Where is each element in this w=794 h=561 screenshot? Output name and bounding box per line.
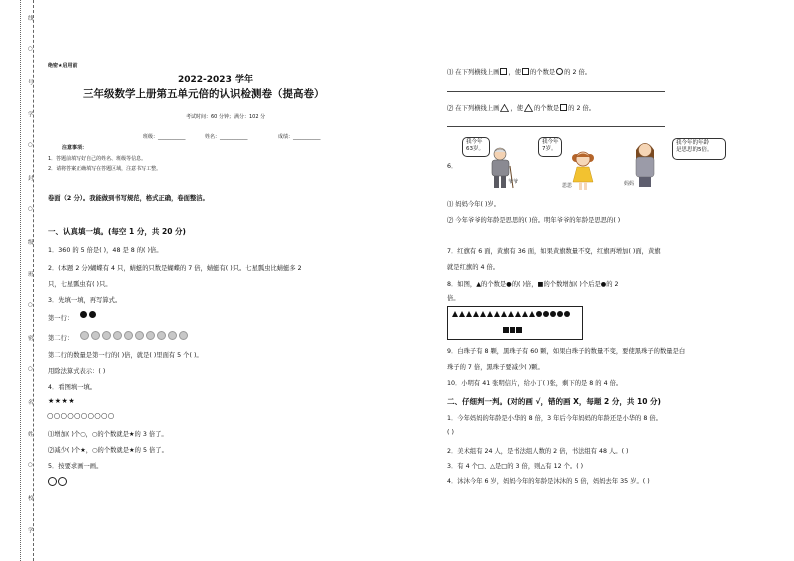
binding-circle-icon: ○ xyxy=(28,142,33,148)
question-9-line-1: 9．白珠子有 8 颗，黑珠子有 60 颗，如果白珠子的数量不变，要使黑珠子的数量是白 xyxy=(447,348,686,355)
disc-icon xyxy=(168,331,177,340)
q5b-prefix: ⑵ 在下列横线上画 xyxy=(447,105,500,112)
question-8-line-2: 倍。 xyxy=(447,295,460,302)
triangle-outline-icon xyxy=(524,104,533,112)
disc-icon xyxy=(80,311,87,318)
binding-char: 线 xyxy=(28,16,34,22)
mom-label: 妈妈 xyxy=(624,181,635,187)
section-2-title: 二、仔细判一判。(对的画 √，错的画 X，每题 2 分，共 10 分) xyxy=(447,397,661,406)
score-field[interactable]: 成绩：___________ xyxy=(278,134,321,140)
triangle-icon xyxy=(459,311,465,317)
disc-icon xyxy=(124,331,133,340)
question-5a xyxy=(447,67,591,76)
disc-icon xyxy=(102,331,111,340)
disc-icon xyxy=(89,311,96,318)
q5a-post: 的个数是 xyxy=(529,69,556,76)
binding-char: 封 xyxy=(28,176,34,182)
secret-label: 绝密★启用前 xyxy=(48,63,78,69)
question-3: 3．先填一填，再写算式。 xyxy=(48,297,122,304)
triangle-icon xyxy=(522,311,528,317)
grandpa-label: 爷爷 xyxy=(508,179,519,185)
question-7-line-2: 就是红旗的 4 倍。 xyxy=(447,264,500,271)
question-3-division: 用除法算式表示：( ) xyxy=(48,368,106,375)
square-outline-icon xyxy=(522,68,529,75)
judge-2: 2．美术组有 24 人，是书法组人数的 2 倍，书法组有 48 人。( ) xyxy=(447,448,629,455)
section-1-title: 一、认真填一填。(每空 1 分，共 20 分) xyxy=(48,227,186,236)
grandpa-bubble-text: 我今年 63岁。 xyxy=(466,139,484,152)
rings-row: ○○○○○○○○○○ xyxy=(47,411,115,420)
disc-icon xyxy=(91,331,100,340)
question-4b: ⑵减少( )个★，○的个数就是★的 5 倍了。 xyxy=(48,447,168,454)
triangle-icon xyxy=(529,311,535,317)
triangle-icon xyxy=(487,311,493,317)
question-7-line-1: 7．红旗有 6 面，黄旗有 36 面，如果黄旗数量不变，红旗再增加( )面，黄旗 xyxy=(447,248,661,255)
binding-circle-icon: ○ xyxy=(28,366,33,372)
class-field[interactable]: 班级：___________ xyxy=(143,134,186,140)
triangle-icon xyxy=(501,311,507,317)
judge-1-line-2: ( ) xyxy=(447,429,454,436)
exam-info: 考试时间：60 分钟；满分：102 分 xyxy=(186,114,266,120)
q5a-prefix: ⑴ 在下列横线上画 xyxy=(447,69,500,76)
binding-circle-icon: ○ xyxy=(28,302,33,308)
binding-circle-icon: ○ xyxy=(28,462,33,468)
triangle-icon xyxy=(452,311,458,317)
triangle-outline-icon xyxy=(500,104,509,112)
binding-dashed-line-outer xyxy=(20,0,21,561)
question-5: 5．按要求画一画。 xyxy=(48,463,103,470)
sisi-bubble-text: 我今年 7岁。 xyxy=(542,139,559,152)
disc-icon xyxy=(557,311,563,317)
q5b-post: 的个数是 xyxy=(533,105,560,112)
stars-row: ★★★★ xyxy=(48,397,76,405)
q5a-end: 的 2 倍。 xyxy=(564,69,592,76)
triangle-icon xyxy=(515,311,521,317)
question-3-blank-1: 第二行的数量是第一行的( )倍，就是( )里面有 5 个( )。 xyxy=(48,352,203,359)
question-10: 10．小明有 41 张明信片，给小丁( )张，剩下的是 8 的 4 倍。 xyxy=(447,380,623,387)
question-9-line-2: 珠子的 7 倍，黑珠子要减少( )颗。 xyxy=(447,364,544,371)
disc-icon xyxy=(564,311,570,317)
row-1-discs xyxy=(80,311,97,318)
notes-title: 注意事项： xyxy=(62,145,88,151)
name-field[interactable]: 姓名：___________ xyxy=(205,134,248,140)
question-5-rings xyxy=(48,477,68,486)
square-outline-icon xyxy=(560,104,567,111)
sisi-figure xyxy=(568,148,598,192)
binding-char: 级 xyxy=(28,240,34,246)
judge-4: 4．沐沐今年 6 岁，妈妈今年的年龄是沐沐的 5 倍，妈妈去年 35 岁。( ) xyxy=(447,478,650,485)
binding-char: 密 xyxy=(28,336,34,342)
scroll-requirement: 卷面（2 分）。我能做到书写规范，格式正确，卷面整洁。 xyxy=(48,195,209,202)
disc-icon xyxy=(157,331,166,340)
triangle-icon xyxy=(473,311,479,317)
q5b-answer-line[interactable] xyxy=(447,126,665,127)
disc-icon xyxy=(135,331,144,340)
judge-1-line-1: 1．今年妈妈的年龄是小华的 8 倍，3 年后今年妈妈的年龄还是小华的 8 倍。 xyxy=(447,415,662,422)
q5a-mid: ，使 xyxy=(508,69,521,76)
question-2-line-1: 2．(本题 2 分)蝴蝶有 4 只，蜻蜓的只数是蝴蝶的 7 倍，蜻蜓有( )只。七星瓢虫比蜻蜓多 2 xyxy=(48,265,302,272)
judge-3: 3．有 4 个□、△是□的 3 倍，则△有 12 个。( ) xyxy=(447,463,584,470)
sisi-speech-bubble xyxy=(538,137,562,157)
disc-icon xyxy=(179,331,188,340)
square-icon xyxy=(516,327,522,333)
square-icon xyxy=(510,327,516,333)
page-title: 三年级数学上册第五单元倍的认识检测卷（提高卷） xyxy=(83,88,325,100)
mom-bubble-text: 我今年的年龄 是思思的5倍。 xyxy=(676,140,713,153)
row-2-label: 第二行： xyxy=(48,335,74,342)
notes-item-2: 2．请将答案正确填写在答题区域，注意书写工整。 xyxy=(48,166,162,172)
q5b-mid: ，使 xyxy=(510,105,523,112)
binding-char: 校 xyxy=(28,496,34,502)
row-2-discs xyxy=(80,331,190,340)
circle-outline-icon xyxy=(556,68,563,75)
circle-outline-icon xyxy=(58,477,67,486)
square-icon xyxy=(503,327,509,333)
mom-speech-bubble xyxy=(672,138,726,160)
question-4: 4．看图填一填。 xyxy=(48,384,97,391)
question-6a: ⑴ 妈妈今年( )岁。 xyxy=(447,201,500,208)
row-1-label: 第一行： xyxy=(48,315,74,322)
question-1: 1．360 的 5 倍是( )，48 是 8 的( )倍。 xyxy=(48,247,163,254)
question-5b xyxy=(447,103,595,112)
disc-icon xyxy=(543,311,549,317)
q8-triangles-discs xyxy=(452,311,571,317)
question-6-number: 6． xyxy=(447,163,458,170)
triangle-icon xyxy=(508,311,514,317)
question-4a: ⑴增加( )个○，○的个数就是★的 3 倍了。 xyxy=(48,431,168,438)
q8-squares xyxy=(503,327,523,333)
question-8-line-1: 8．如图，▲的个数是●的( )倍，■的个数增加( )个后是●的 2 xyxy=(447,281,619,288)
binding-char: 姓 xyxy=(28,432,34,438)
sisi-label: 思思 xyxy=(562,183,573,189)
square-outline-icon xyxy=(500,68,507,75)
question-6b: ⑵ 今年爷爷的年龄是思思的( )倍。明年爷爷的年龄是思思的( ) xyxy=(447,217,621,224)
binding-char: 号 xyxy=(28,80,34,86)
disc-icon xyxy=(80,331,89,340)
disc-icon xyxy=(536,311,542,317)
binding-circle-icon: ○ xyxy=(28,46,33,52)
q5b-end: 的 2 倍。 xyxy=(568,105,596,112)
notes-item-1: 1．答题前填写好自己的姓名、班级等信息。 xyxy=(48,156,147,162)
circle-outline-icon xyxy=(48,477,57,486)
triangle-icon xyxy=(480,311,486,317)
mom-figure xyxy=(630,138,660,190)
binding-char: 学 xyxy=(28,112,34,118)
triangle-icon xyxy=(466,311,472,317)
disc-icon xyxy=(113,331,122,340)
binding-char: 名 xyxy=(28,400,34,406)
binding-char: 学 xyxy=(28,528,34,534)
disc-icon xyxy=(146,331,155,340)
question-2-line-2: 只，七星瓢虫有( )只。 xyxy=(48,281,112,288)
triangle-icon xyxy=(494,311,500,317)
year-title: 2022-2023 学年 xyxy=(178,75,253,85)
binding-char: 班 xyxy=(28,272,34,278)
q5a-answer-line[interactable] xyxy=(447,91,665,92)
disc-icon xyxy=(550,311,556,317)
binding-circle-icon: ○ xyxy=(28,206,33,212)
